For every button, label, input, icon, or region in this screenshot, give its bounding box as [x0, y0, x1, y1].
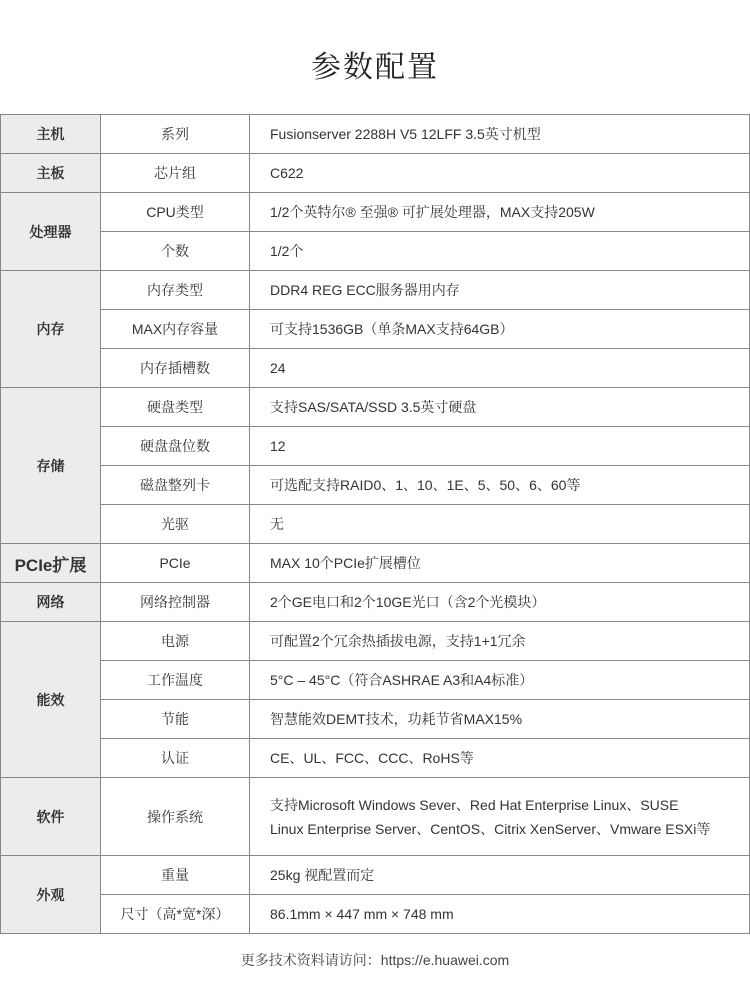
table-row — [1, 154, 750, 193]
table-row — [1, 193, 750, 232]
spec-value: 可选配支持RAID0、1、10、1E、5、50、6、60等 — [250, 466, 750, 505]
table-row — [1, 427, 750, 466]
spec-value: 1/2个英特尔® 至强® 可扩展处理器，MAX支持205W — [250, 193, 750, 232]
category-software: 软件 — [1, 778, 101, 856]
table-row — [1, 388, 750, 427]
category-efficiency: 能效 — [1, 622, 101, 778]
table-row — [1, 700, 750, 739]
spec-value: MAX 10个PCIe扩展槽位 — [250, 544, 750, 583]
spec-key: 系列 — [101, 115, 250, 154]
category-board: 主板 — [1, 154, 101, 193]
spec-value: 可支持1536GB（单条MAX支持64GB） — [250, 310, 750, 349]
table-row — [1, 505, 750, 544]
table-row — [1, 310, 750, 349]
spec-key: PCIe — [101, 544, 250, 583]
spec-key: 芯片组 — [101, 154, 250, 193]
category-appearance: 外观 — [1, 856, 101, 934]
table-row — [1, 739, 750, 778]
spec-value: 25kg 视配置而定 — [250, 856, 750, 895]
os-line-1: 支持Microsoft Windows Sever、Red Hat Enterprise Linux、SUSE — [270, 796, 679, 813]
category-storage: 存储 — [1, 388, 101, 544]
spec-key: MAX内存容量 — [101, 310, 250, 349]
table-row — [1, 115, 750, 154]
category-memory: 内存 — [1, 271, 101, 388]
spec-key: 光驱 — [101, 505, 250, 544]
spec-key: 电源 — [101, 622, 250, 661]
table-row — [1, 232, 750, 271]
spec-key: CPU类型 — [101, 193, 250, 232]
spec-key: 硬盘类型 — [101, 388, 250, 427]
category-pcie: PCIe扩展 — [1, 544, 101, 583]
page-title: 参数配置 — [311, 51, 439, 84]
spec-value: C622 — [250, 154, 750, 193]
spec-key: 个数 — [101, 232, 250, 271]
spec-value: 86.1mm × 447 mm × 748 mm — [250, 895, 750, 934]
spec-key: 内存类型 — [101, 271, 250, 310]
spec-key: 磁盘整列卡 — [101, 466, 250, 505]
spec-value: 支持SAS/SATA/SSD 3.5英寸硬盘 — [250, 388, 750, 427]
spec-key: 工作温度 — [101, 661, 250, 700]
os-line-2: Linux Enterprise Server、CentOS、Citrix XenServer、Vmware ESXi等 — [270, 820, 711, 837]
spec-value: 5°C – 45°C（符合ASHRAE A3和A4标准） — [250, 661, 750, 700]
spec-value: 2个GE电口和2个10GE光口（含2个光模块） — [250, 583, 750, 622]
spec-value — [250, 778, 750, 856]
spec-value: 12 — [250, 427, 750, 466]
table-row — [1, 661, 750, 700]
spec-key: 节能 — [101, 700, 250, 739]
table-row — [1, 349, 750, 388]
spec-value: 无 — [250, 505, 750, 544]
spec-key: 内存插槽数 — [101, 349, 250, 388]
table-row — [1, 856, 750, 895]
table-row — [1, 466, 750, 505]
spec-key: 认证 — [101, 739, 250, 778]
spec-value: 24 — [250, 349, 750, 388]
spec-value: Fusionserver 2288H V5 12LFF 3.5英寸机型 — [250, 115, 750, 154]
spec-key: 重量 — [101, 856, 250, 895]
category-network: 网络 — [1, 583, 101, 622]
spec-key: 硬盘盘位数 — [101, 427, 250, 466]
footer-link-text: 更多技术资料请访问：https://e.huawei.com — [240, 952, 510, 968]
table-row — [1, 544, 750, 583]
category-host: 主机 — [1, 115, 101, 154]
spec-value: 可配置2个冗余热插拔电源，支持1+1冗余 — [250, 622, 750, 661]
spec-key: 尺寸（高*宽*深） — [101, 895, 250, 934]
category-cpu: 处理器 — [1, 193, 101, 271]
table-row — [1, 622, 750, 661]
spec-value: 智慧能效DEMT技术，功耗节省MAX15% — [250, 700, 750, 739]
spec-key: 网络控制器 — [101, 583, 250, 622]
table-row — [1, 895, 750, 934]
table-row — [1, 583, 750, 622]
spec-key: 操作系统 — [101, 778, 250, 856]
table-row — [1, 271, 750, 310]
spec-value: DDR4 REG ECC服务器用内存 — [250, 271, 750, 310]
spec-value: CE、UL、FCC、CCC、RoHS等 — [250, 739, 750, 778]
spec-value: 1/2个 — [250, 232, 750, 271]
table-row — [1, 778, 750, 856]
spec-table — [0, 114, 750, 934]
